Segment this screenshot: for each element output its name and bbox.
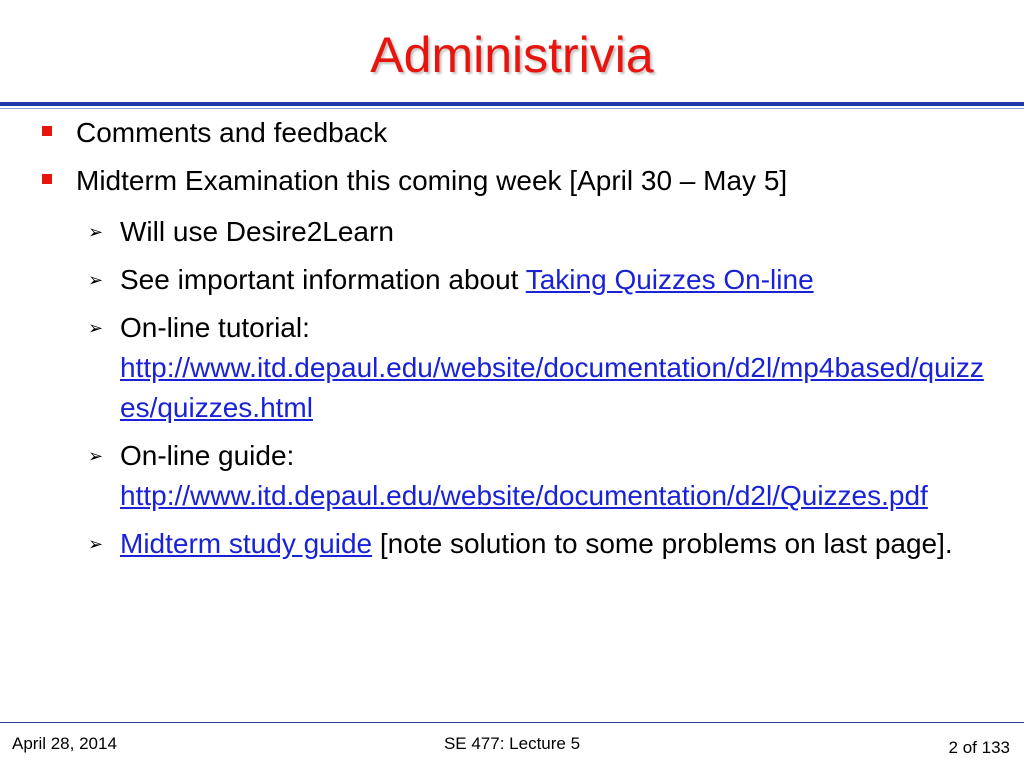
sub-bullet-item	[0, 436, 1024, 516]
guide-url-link[interactable]: http://www.itd.depaul.edu/website/documentation/d2l/Quizzes.pdf	[120, 480, 928, 511]
bullet-text: Comments and feedback	[76, 117, 388, 148]
sub-bullet-text: On-line tutorial:	[120, 312, 310, 343]
arrow-bullet-icon: ➢	[88, 270, 104, 290]
footer-course: SE 477: Lecture 5	[443, 734, 581, 753]
slide-content	[0, 116, 1024, 572]
square-bullet-icon	[42, 126, 52, 136]
study-guide-link[interactable]: Midterm study guide	[120, 528, 373, 559]
footer-divider	[0, 722, 1024, 723]
footer-page-number: 2 of 133	[948, 738, 1010, 757]
arrow-bullet-icon: ➢	[88, 534, 104, 554]
sub-bullet-item	[0, 308, 1024, 428]
footer-date: April 28, 2014	[12, 734, 117, 753]
bullet-text: Midterm Examination this coming week [April 30 – May 5]	[76, 165, 788, 196]
bullet-item	[0, 164, 1024, 197]
arrow-bullet-icon: ➢	[88, 318, 104, 338]
sub-bullet-item	[0, 524, 1024, 564]
arrow-bullet-icon: ➢	[88, 446, 104, 466]
title-divider-thin	[0, 108, 1024, 109]
square-bullet-icon	[42, 174, 52, 184]
sub-bullet-text: On-line guide:	[120, 440, 295, 471]
taking-quizzes-link[interactable]: Taking Quizzes On-line	[525, 264, 814, 295]
sub-bullet-text: Will use Desire2Learn	[120, 216, 394, 247]
sub-bullet-text: [note solution to some problems on last page].	[372, 528, 953, 559]
sub-bullet-text: See important information about	[120, 264, 526, 295]
arrow-bullet-icon: ➢	[88, 222, 104, 242]
tutorial-url-link[interactable]: http://www.itd.depaul.edu/website/documentation/d2l/mp4based/quizzes/quizzes.html	[120, 352, 984, 423]
sub-bullet-item	[0, 260, 1024, 300]
title-divider	[0, 102, 1024, 106]
sub-bullet-item	[0, 212, 1024, 252]
slide-title: Administrivia	[370, 27, 654, 83]
bullet-item	[0, 116, 1024, 149]
